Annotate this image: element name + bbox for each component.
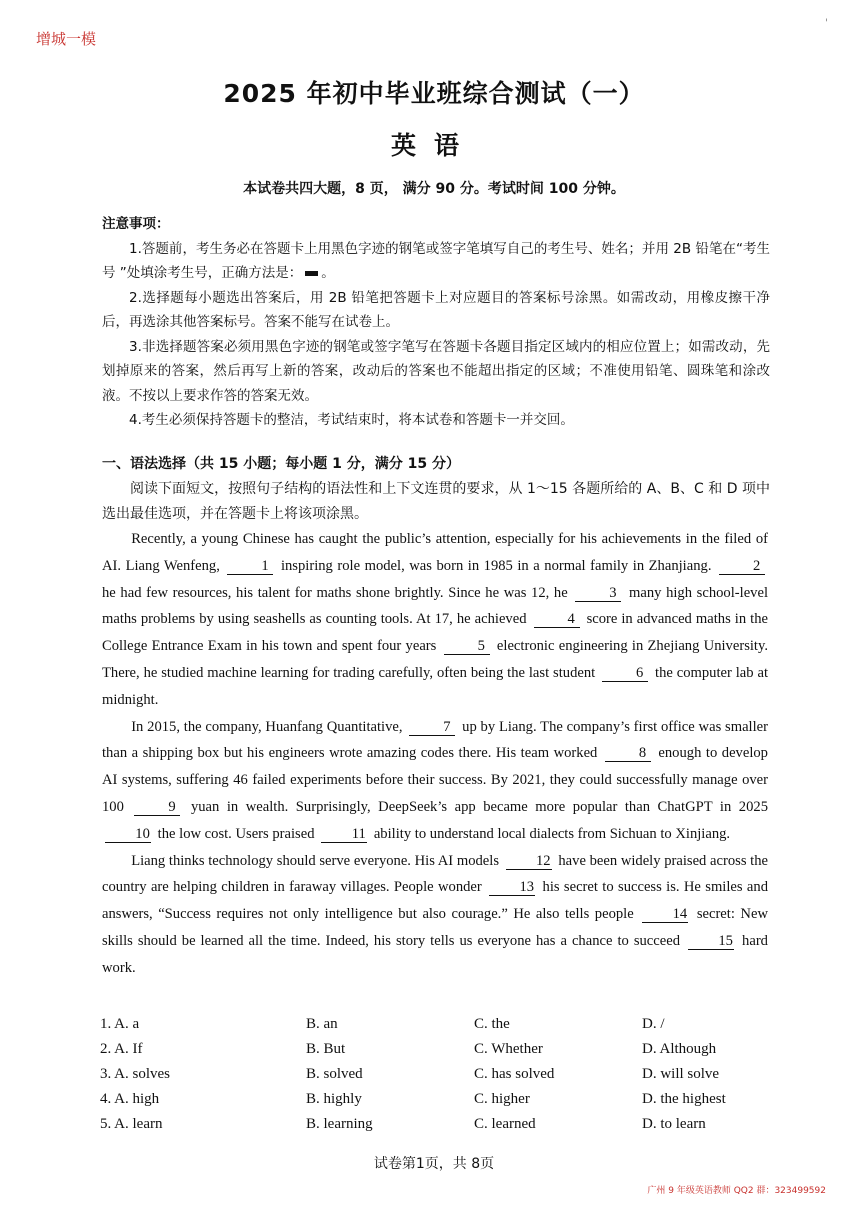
passage-text: the computer lab at midnight. <box>102 664 769 708</box>
section-heading: 一、语法选择（共 15 小题；每小题 1 分，满分 15 分） <box>102 456 460 472</box>
answer-options <box>100 1016 780 1141</box>
passage-text: enough to develop AI systems, suffering 46 failed experiments before their success. By 2021, they could successfully manage over 100 <box>102 745 768 815</box>
blank-5: 5 <box>444 638 490 655</box>
passage-text: In 2015, the company, Huanfang Quantitative, <box>131 718 403 735</box>
notes-heading: 注意事项： <box>102 216 170 232</box>
option-row <box>100 1041 780 1066</box>
note-text: 1.答题前，考生务必在答题卡上用黑色字迹的钢笔或签字笔填写自己的考生号、姓名；并用 2B 铅笔在“考生号 ”处填涂考生号，正确方法是： <box>102 240 770 281</box>
option-c: C. has solved <box>474 1066 555 1082</box>
section-instruction: 阅读下面短文，按照句子结构的语法性和上下文连贯的要求，从 1～15 各题所给的 A、B、C 和 D 项中选出最佳选项，并在答题卡上将该项涂黑。 <box>102 481 770 522</box>
option-b: B. But <box>306 1041 346 1057</box>
blank-10: 10 <box>105 826 151 843</box>
option-a: 5. A. learn <box>100 1116 163 1132</box>
paragraph-3 <box>102 848 768 982</box>
option-a: 3. A. solves <box>100 1066 171 1082</box>
blank-6: 6 <box>602 665 648 682</box>
blank-13: 13 <box>489 879 535 896</box>
blank-9: 9 <box>134 799 180 816</box>
option-row <box>100 1091 780 1116</box>
note-item: 4.考生必须保持答题卡的整洁，考试结束时，将本试卷和答题卡一并交回。 <box>129 412 574 428</box>
option-d: D. to learn <box>642 1116 706 1132</box>
option-c: C. learned <box>474 1116 536 1132</box>
filled-mark-icon <box>305 271 318 276</box>
passage-text: many high school-level maths problems by using seashells as counting tools. At 17, he achieved <box>102 584 768 628</box>
passage-text: inspiring role model, was born in 1985 in a normal family in Zhanjiang. <box>280 557 712 574</box>
option-row <box>100 1066 780 1091</box>
watermark: 广州 9 年级英语教师 QQ2 群：323499592 <box>647 1186 826 1196</box>
note-item: 2.选择题每小题选出答案后，用 2B 铅笔把答题卡上对应题目的答案标号涂黑。如需改动，用橡皮擦干净后，再选涂其他答案标号。答案不能写在试卷上。 <box>102 289 770 330</box>
passage-text: Recently, a young Chinese has caught the public’s attention, especially for his achievements in the filed of AI. Liang Wenfeng, <box>102 531 768 574</box>
passage-text: hard work. <box>102 932 768 976</box>
passage-text: up by Liang. The company’s first office was smaller than a shipping box but his engineers wrote amazing codes there. His team worked <box>102 718 769 762</box>
option-c: C. higher <box>474 1091 530 1107</box>
blank-4: 4 <box>534 611 580 628</box>
section-one <box>102 452 770 527</box>
passage-text: ability to understand local dialects from Sichuan to Xinjiang. <box>373 825 731 842</box>
passage-text: Liang thinks technology should serve everyone. His AI models <box>131 852 499 869</box>
option-a: 2. A. If <box>100 1041 143 1057</box>
blank-15: 15 <box>688 933 734 950</box>
blank-7: 7 <box>409 719 455 736</box>
blank-2: 2 <box>719 558 765 575</box>
passage-text: his secret to success is. He smiles and answers, “Success requires not only intelligence but also courage.” He also tells people <box>102 879 769 923</box>
paragraph-1 <box>102 526 768 714</box>
exam-tag: 增城一模 <box>36 30 97 48</box>
note-item: 3.非选择题答案必须用黑色字迹的钢笔或签字笔写在答题卡各题目指定区域内的相应位置上；如需改动，先划掉原来的答案，然后再写上新的答案，改动后的答案也不能超出指定的区域；不准使用铅笔、圆珠笔和涂改液。不按以上要求作答的答案无效。 <box>102 338 770 404</box>
blank-8: 8 <box>605 745 651 762</box>
option-d: D. / <box>642 1016 665 1032</box>
option-b: B. an <box>306 1016 338 1032</box>
option-d: D. will solve <box>642 1066 720 1082</box>
option-b: B. highly <box>306 1091 362 1107</box>
exam-title: 2025 年初中毕业班综合测试（一） <box>223 79 645 108</box>
blank-14: 14 <box>642 906 688 923</box>
option-c: C. the <box>474 1016 510 1032</box>
passage-text: score in advanced maths in the College Entrance Exam in his town and spent four years <box>102 611 768 655</box>
blank-3: 3 <box>575 585 621 602</box>
passage-text: have been widely praised across the country are helping children in faraway villages. People wonder <box>102 852 768 896</box>
passage-text: the low cost. Users praised <box>157 825 315 842</box>
note-end: 。 <box>321 265 335 281</box>
blank-1: 1 <box>227 558 273 575</box>
option-d: D. Although <box>642 1041 717 1057</box>
subject-title: 英语 <box>390 131 477 160</box>
option-row <box>100 1116 780 1141</box>
passage-text: secret: New skills should be learned all the time. Indeed, his story tells us everyone has a chance to succeed <box>102 906 768 949</box>
note-item <box>102 237 770 286</box>
passage-text: yuan in wealth. Surprisingly, DeepSeek’s app became more popular than ChatGPT in 2025 <box>190 798 768 815</box>
option-a: 4. A. high <box>100 1091 160 1107</box>
option-row <box>100 1016 780 1041</box>
corner-mark: ' <box>825 18 828 29</box>
passage-text: he had few resources, his talent for maths shone brightly. Since he was 12, he <box>102 584 568 601</box>
option-c: C. Whether <box>474 1041 543 1057</box>
paragraph-2 <box>102 714 768 848</box>
option-b: B. learning <box>306 1116 373 1132</box>
option-b: B. solved <box>306 1066 363 1082</box>
option-d: D. the highest <box>642 1091 726 1107</box>
exam-info: 本试卷共四大题，8 页， 满分 90 分。考试时间 100 分钟。 <box>243 181 625 197</box>
notes-section <box>102 212 770 433</box>
reading-passage <box>102 526 768 982</box>
blank-11: 11 <box>321 826 367 843</box>
blank-12: 12 <box>506 853 552 870</box>
option-a: 1. A. a <box>100 1016 140 1032</box>
passage-text: electronic engineering in Zhejiang University. There, he studied machine learning for trading carefully, often being the last student <box>102 638 768 681</box>
page-footer: 试卷第1页，共 8页 <box>373 1156 495 1172</box>
